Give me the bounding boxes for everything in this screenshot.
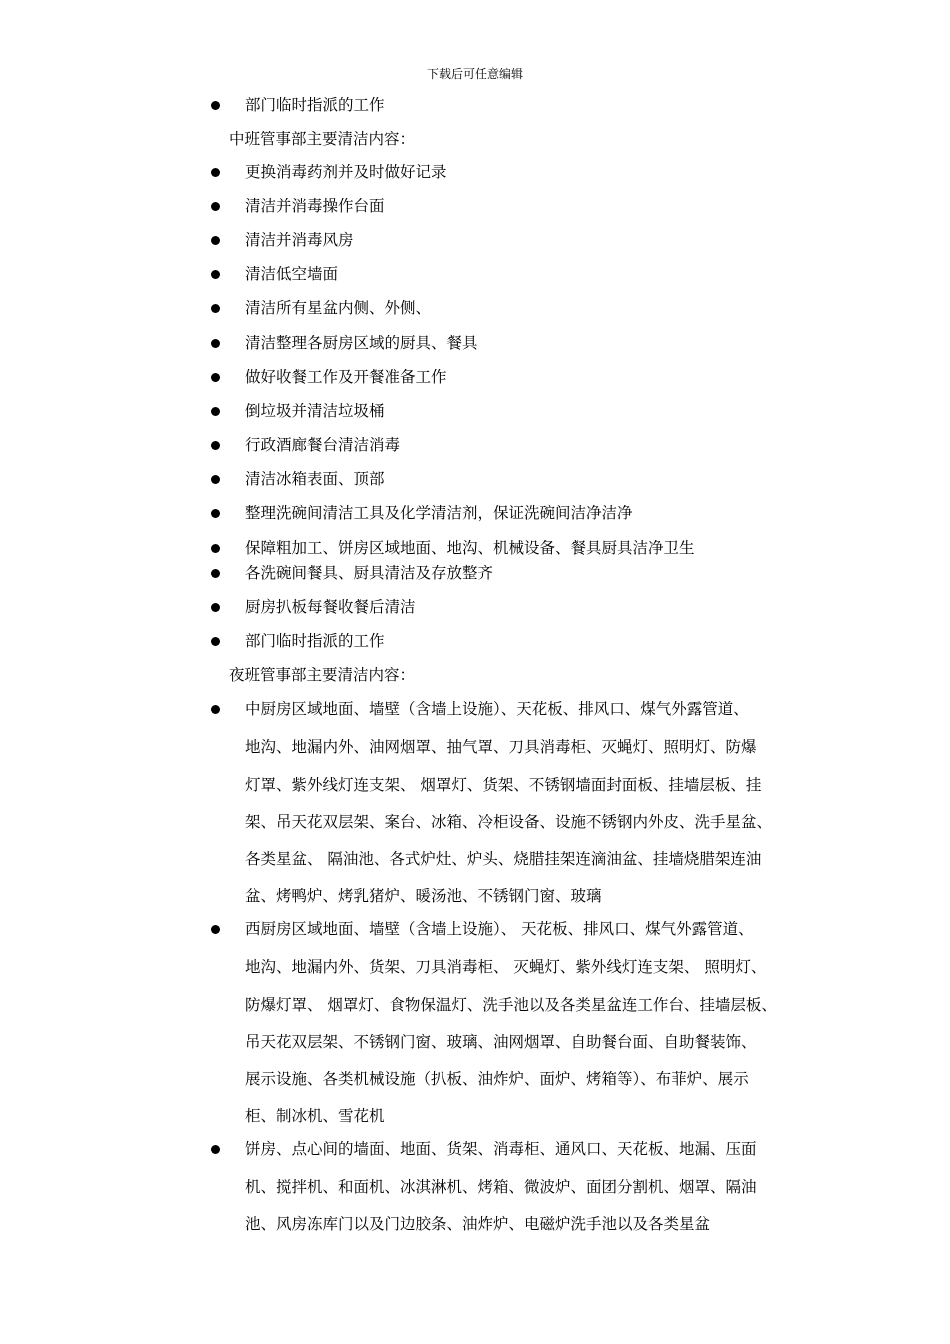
list-item-text: 清洁并消毒操作台面 (245, 197, 385, 215)
list-item-text: 清洁低空墙面 (245, 265, 339, 283)
bullet-icon (211, 407, 220, 416)
list-item-text: 地沟、地漏内外、货架、刀具消毒柜、 灭蝇灯、紫外线灯连支架、 照明灯、 (245, 958, 767, 976)
list-item-text: 清洁整理各厨房区域的厨具、餐具 (245, 334, 478, 352)
bullet-icon (211, 373, 220, 382)
list-item-text: 整理洗碗间清洁工具及化学清洁剂，保证洗碗间洁净洁净 (245, 504, 633, 522)
list-item-text: 柜、制冰机、雪花机 (245, 1107, 385, 1125)
bullet-icon (211, 441, 220, 450)
bullet-icon (211, 101, 220, 110)
bullet-icon (211, 544, 220, 553)
bullet-icon (211, 1145, 220, 1154)
bullet-icon (211, 925, 220, 934)
section-heading-text: 中班管事部主要清洁内容： (229, 130, 416, 148)
list-item-text: 饼房、点心间的墙面、地面、货架、消毒柜、通风口、天花板、地漏、压面 (245, 1140, 757, 1158)
list-item-text: 清洁所有星盆内侧、外侧、 (245, 299, 432, 317)
bullet-icon (211, 236, 220, 245)
list-item-text: 部门临时指派的工作 (245, 632, 385, 650)
bullet-icon (211, 603, 220, 612)
bullet-icon (211, 569, 220, 578)
bullet-icon (211, 339, 220, 348)
list-item-text: 地沟、地漏内外、油网烟罩、抽气罩、刀具消毒柜、灭蝇灯、照明灯、防爆 (245, 738, 757, 756)
list-item-text: 展示设施、各类机械设施（扒板、油炸炉、面炉、烤箱等）、布菲炉、展示 (245, 1070, 749, 1088)
list-item-text: 部门临时指派的工作 (245, 96, 385, 114)
bullet-icon (211, 168, 220, 177)
list-item-text: 各类星盆、 隔油池、各式炉灶、炉头、烧腊挂架连滴油盆、挂墙烧腊架连油 (245, 850, 762, 868)
bullet-icon (211, 202, 220, 211)
bullet-icon (211, 304, 220, 313)
list-item-text: 池、风房冻库门以及门边胶条、油炸炉、电磁炉洗手池以及各类星盆 (245, 1215, 711, 1233)
list-item-text: 清洁并消毒风房 (245, 231, 354, 249)
list-item-text: 厨房扒板每餐收餐后清洁 (245, 598, 416, 616)
list-item-text: 西厨房区域地面、墙壁（含墙上设施）、 天花板、排风口、煤气外露管道、 (245, 920, 754, 938)
list-item-text: 倒垃圾并清洁垃圾桶 (245, 402, 385, 420)
page-header: 下载后可任意编辑 (426, 67, 523, 81)
list-item-text: 机、搅拌机、和面机、冰淇淋机、烤箱、微波炉、面团分割机、烟罩、隔油 (245, 1178, 757, 1196)
list-item-text: 灯罩、紫外线灯连支架、 烟罩灯、货架、不锈钢墙面封面板、挂墙层板、挂 (245, 776, 762, 794)
list-item-text: 吊天花双层架、不锈钢门窗、玻璃、油网烟罩、自助餐台面、自助餐装饰、 (245, 1033, 757, 1051)
list-item-text: 保障粗加工、饼房区域地面、地沟、机械设备、餐具厨具洁净卫生 (245, 539, 695, 557)
list-item-text: 清洁冰箱表面、顶部 (245, 470, 385, 488)
bullet-icon (211, 270, 220, 279)
section-heading-text: 夜班管事部主要清洁内容： (229, 666, 416, 684)
list-item-text: 更换消毒药剂并及时做好记录 (245, 163, 447, 181)
list-item-text: 架、吊天花双层架、案台、冰箱、冷柜设备、设施不锈钢内外皮、洗手星盆、 (245, 813, 773, 831)
list-item-text: 中厨房区域地面、墙壁（含墙上设施）、天花板、排风口、煤气外露管道、 (245, 700, 749, 718)
list-item-text: 行政酒廊餐台清洁消毒 (245, 436, 401, 454)
list-item-text: 各洗碗间餐具、厨具清洁及存放整齐 (245, 564, 494, 582)
bullet-icon (211, 637, 220, 646)
bullet-icon (211, 705, 220, 714)
list-item-text: 盆、烤鸭炉、烤乳猪炉、暖汤池、不锈钢门窗、玻璃 (245, 887, 602, 905)
list-item-text: 做好收餐工作及开餐准备工作 (245, 368, 447, 386)
list-item-text: 防爆灯罩、 烟罩灯、食物保温灯、洗手池以及各类星盆连工作台、挂墙层板、 (245, 996, 777, 1014)
bullet-icon (211, 509, 220, 518)
bullet-icon (211, 475, 220, 484)
